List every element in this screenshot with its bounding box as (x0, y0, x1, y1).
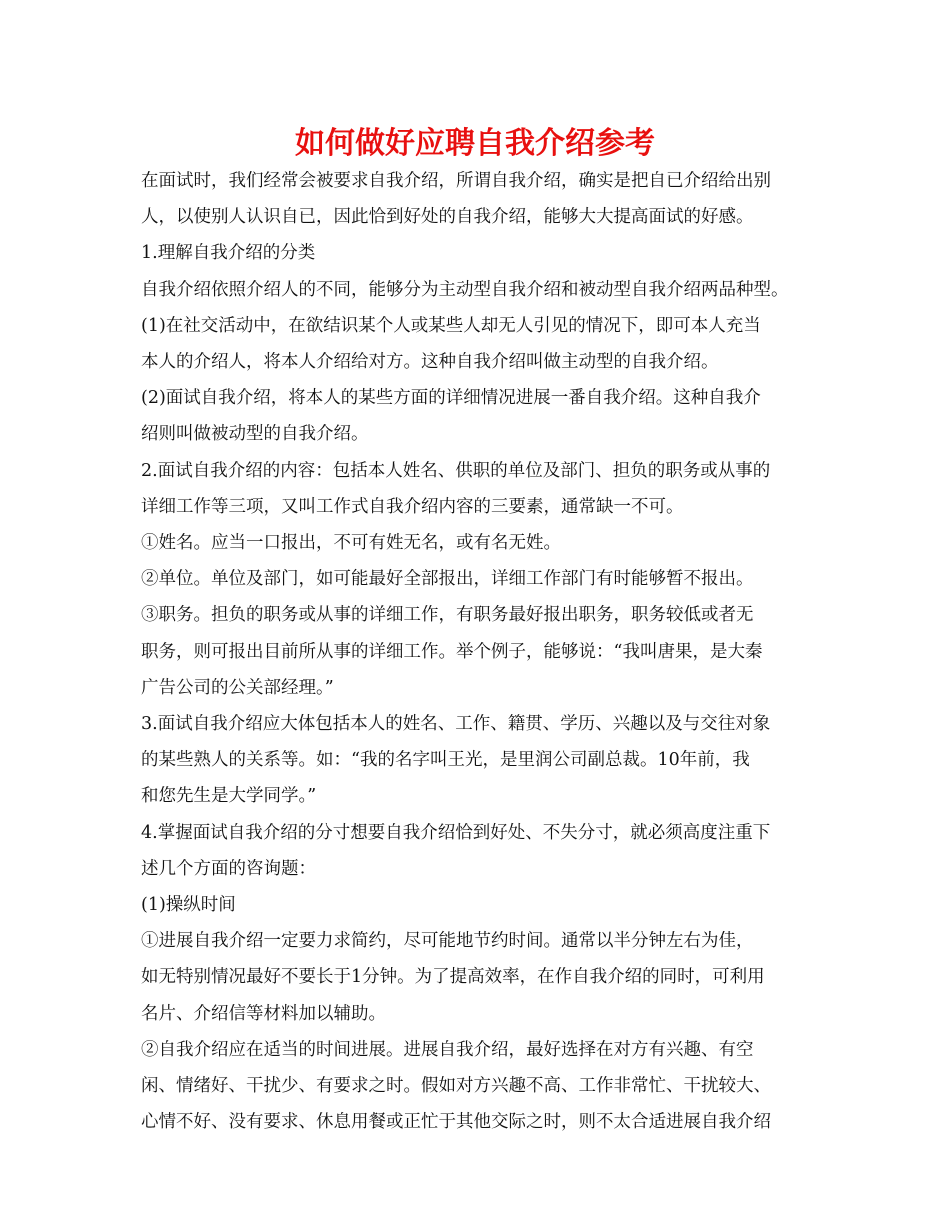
text-line: 绍则叫做被动型的自我介绍。 (141, 424, 369, 445)
paragraph (141, 235, 821, 271)
text-line: 本人的介绍人，将本人介绍给对方。这种自我介绍叫做主动型的自我介绍。 (141, 352, 719, 373)
paragraph (141, 887, 821, 923)
text-line: 3.面试自我介绍应大体包括本人的姓名、工作、籍贯、学历、兴趣以及与交往对象 (141, 714, 771, 735)
paragraph (141, 308, 821, 380)
document-title: 如何做好应聘自我介绍参考 (295, 126, 655, 161)
text-line: 人，以使别人认识自已，因此恰到好处的自我介绍，能够大大提高面试的好感。 (141, 207, 754, 228)
paragraph (141, 272, 821, 308)
text-line: ②单位。单位及部门，如可能最好全部报出，详细工作部门有时能够暂不报出。 (141, 569, 754, 590)
paragraph (141, 525, 821, 561)
paragraph (141, 163, 821, 235)
text-line: 详细工作等三项，又叫工作式自我介绍内容的三要素，通常缺一不可。 (141, 496, 684, 517)
text-line: 名片、介绍信等材料加以辅助。 (141, 1003, 386, 1024)
text-line: (1)操纵时间 (141, 895, 236, 916)
paragraph (141, 453, 821, 525)
text-line: 1.理解自我介绍的分类 (141, 243, 316, 264)
text-line: ②自我介绍应在适当的时间进展。进展自我介绍，最好选择在对方有兴趣、有空 (141, 1039, 754, 1060)
text-line: 在面试时，我们经常会被要求自我介绍，所谓自我介绍，确实是把自已介绍给出别 (141, 171, 771, 191)
text-line: 自我介绍依照介绍人的不同，能够分为主动型自我介绍和被动型自我介绍两品种型。 (141, 279, 789, 300)
text-line: 的某些熟人的关系等。如：“我的名字叫王光，是里润公司副总裁。10年前，我 (141, 750, 750, 771)
text-line: ③职务。担负的职务或从事的详细工作，有职务最好报出职务，职务较低或者无 (141, 605, 754, 626)
text-line: 如无特别情况最好不要长于1分钟。为了提高效率，在作自我介绍的同时，可利用 (141, 967, 765, 988)
text-line: 和您先生是大学同学。” (141, 786, 317, 807)
paragraph (141, 561, 821, 597)
paragraph (141, 923, 821, 1032)
paragraph (141, 597, 821, 706)
text-line: ①姓名。应当一口报出，不可有姓无名，或有名无姓。 (141, 533, 561, 554)
text-line: (2)面试自我介绍，将本人的某些方面的详细情况进展一番自我介绍。这种自我介 (141, 388, 761, 409)
text-line: 述几个方面的咨询题： (141, 858, 316, 879)
text-line: 闲、情绪好、干扰少、有要求之时。假如对方兴趣不高、工作非常忙、干扰较大、 (141, 1076, 771, 1097)
text-line: 2.面试自我介绍的内容：包括本人姓名、供职的单位及部门、担负的职务或从事的 (141, 460, 771, 481)
paragraph (141, 815, 821, 887)
paragraph (141, 706, 821, 815)
text-line: 广告公司的公关部经理。” (141, 677, 334, 698)
paragraph (141, 1032, 821, 1141)
text-line: 职务，则可报出目前所从事的详细工作。举个例子，能够说：“我叫唐果，是大秦 (141, 641, 763, 662)
paragraph (141, 380, 821, 452)
text-line: 心情不好、没有要求、休息用餐或正忙于其他交际之时，则不太合适进展自我介绍 (141, 1112, 771, 1133)
text-line: ①进展自我介绍一定要力求简约，尽可能地节约时间。通常以半分钟左右为佳， (141, 931, 754, 952)
document-body (141, 163, 821, 1140)
text-line: (1)在社交活动中，在欲结识某个人或某些人却无人引见的情况下，即可本人充当 (141, 315, 761, 336)
text-line: 4.掌握面试自我介绍的分寸想要自我介绍恰到好处、不失分寸，就必须高度注重下 (141, 822, 771, 843)
